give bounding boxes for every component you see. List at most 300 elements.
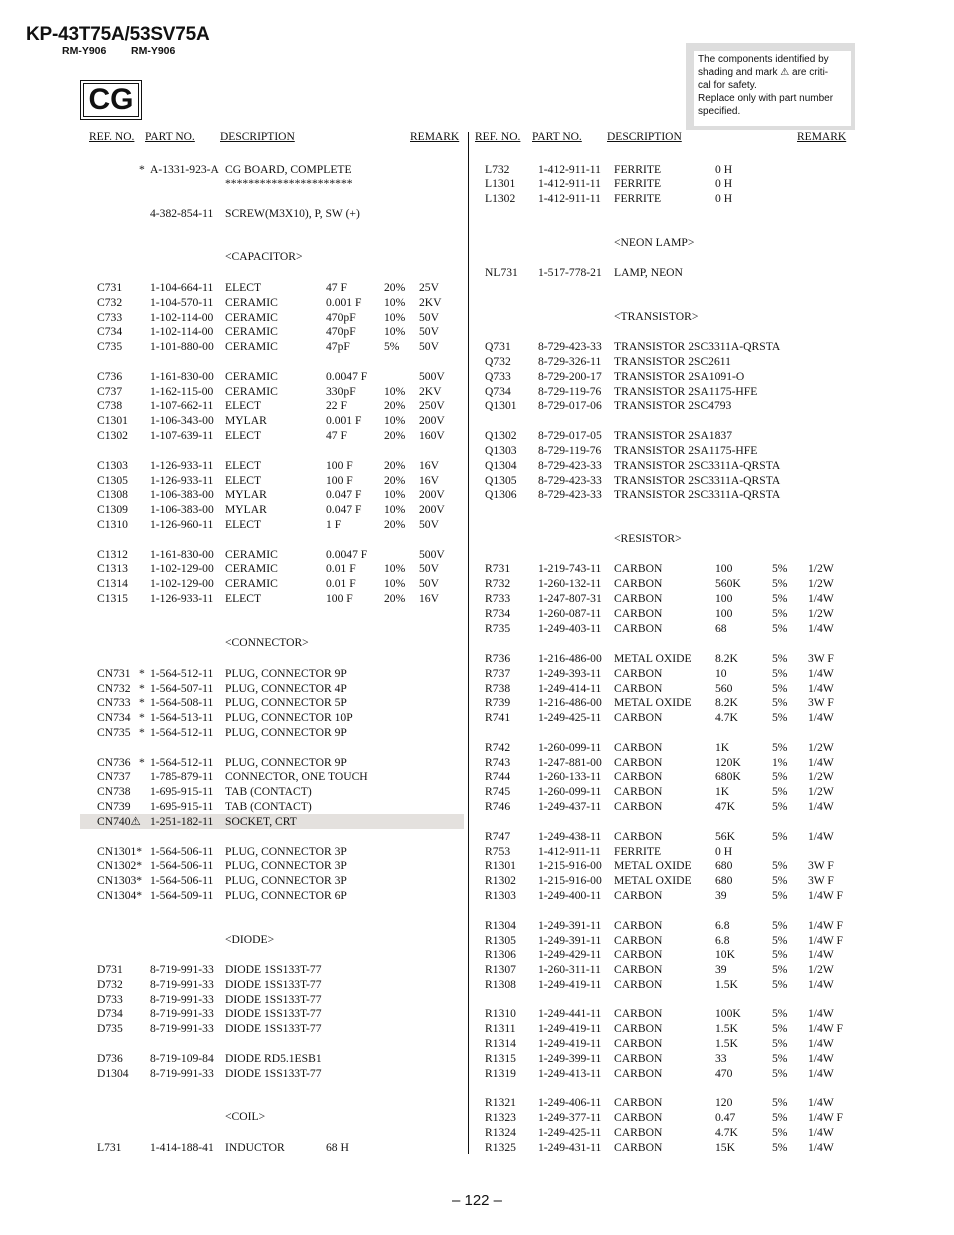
ref-no: D731 xyxy=(97,963,123,976)
value: 560 xyxy=(715,682,733,695)
description: CARBON xyxy=(614,667,663,680)
part-row xyxy=(80,591,464,606)
ref-no: R733 xyxy=(485,592,511,605)
part-row xyxy=(475,1021,855,1036)
part-no: 1-219-743-11 xyxy=(538,562,602,575)
left-col-part-header: PART NO. xyxy=(145,131,195,143)
part-no: 1-249-419-11 xyxy=(538,1037,602,1050)
part-no: 1-249-414-11 xyxy=(538,682,602,695)
tolerance: 20% xyxy=(384,474,406,487)
ref-no: Q1302 xyxy=(485,429,517,442)
rating: 1/4W xyxy=(808,682,834,695)
ref-no: R731 xyxy=(485,562,511,575)
ref-no: R1319 xyxy=(485,1067,516,1080)
part-row xyxy=(475,1110,855,1125)
part-no: 8-729-423-33 xyxy=(538,459,602,472)
ref-no: D734 xyxy=(97,1007,123,1020)
part-no: 8-729-119-76 xyxy=(538,444,602,457)
ref-no: Q1306 xyxy=(485,488,517,501)
ref-no: R747 xyxy=(485,830,511,843)
ref-no: R1303 xyxy=(485,889,516,902)
left-col-remark-header: REMARK xyxy=(410,131,460,143)
ref-no: D732 xyxy=(97,978,123,991)
tolerance: 10% xyxy=(384,562,406,575)
part-row xyxy=(80,858,464,873)
description: DIODE 1SS133T-77 xyxy=(225,993,322,1006)
value: 0 H xyxy=(715,845,733,858)
rating: 1/4W xyxy=(808,711,834,724)
description: CARBON xyxy=(614,963,663,976)
part-no: 1-104-570-11 xyxy=(150,296,214,309)
part-no: 1-161-830-00 xyxy=(150,548,214,561)
part-row xyxy=(80,384,464,399)
ref-no: D733 xyxy=(97,993,123,1006)
value: 8.2K xyxy=(715,652,738,665)
rating: 160V xyxy=(419,429,445,442)
part-row xyxy=(475,858,855,873)
part-no: 1-564-512-11 xyxy=(150,756,214,769)
description: CERAMIC xyxy=(225,370,278,383)
tolerance: 5% xyxy=(384,340,400,353)
part-no: 8-719-991-33 xyxy=(150,963,214,976)
description: FERRITE xyxy=(614,192,662,205)
part-no: 1-161-830-00 xyxy=(150,370,214,383)
part-row xyxy=(475,561,855,576)
value: 0 H xyxy=(715,192,733,205)
ref-no: R743 xyxy=(485,756,511,769)
tolerance: 5% xyxy=(772,1096,788,1109)
part-row xyxy=(475,1095,855,1110)
description: LAMP, NEON xyxy=(614,266,683,279)
part-row xyxy=(80,681,464,696)
part-row xyxy=(80,1066,464,1081)
rating: 50V xyxy=(419,562,439,575)
ref-no: Q731 xyxy=(485,340,511,353)
description: MYLAR xyxy=(225,503,267,516)
part-no: 1-260-133-11 xyxy=(538,770,602,783)
part-no: 1-162-115-00 xyxy=(150,385,214,398)
part-no: 1-215-916-00 xyxy=(538,874,602,887)
value: 0.01 F xyxy=(326,562,356,575)
part-row xyxy=(80,162,464,177)
ref-no: C737 xyxy=(97,385,123,398)
ref-no: R735 xyxy=(485,622,511,635)
ref-no: Q734 xyxy=(485,385,511,398)
tolerance: 5% xyxy=(772,1067,788,1080)
tolerance: 5% xyxy=(772,696,788,709)
part-no: 1-247-881-00 xyxy=(538,756,602,769)
ref-no: L1301 xyxy=(485,177,516,190)
part-row xyxy=(80,517,464,532)
value: 6.8 xyxy=(715,919,730,932)
value: 1K xyxy=(715,741,730,754)
part-row xyxy=(80,487,464,502)
ref-no: D1304 xyxy=(97,1067,129,1080)
ref-no: C1314 xyxy=(97,577,128,590)
ref-no: CN1302* xyxy=(97,859,143,872)
part-row xyxy=(80,992,464,1007)
value: 39 xyxy=(715,963,727,976)
description: CARBON xyxy=(614,948,663,961)
description: ELECT xyxy=(225,459,262,472)
description: SOCKET, CRT xyxy=(225,815,297,828)
description: CERAMIC xyxy=(225,562,278,575)
value: 100 F xyxy=(326,592,353,605)
ref-no: R753 xyxy=(485,845,511,858)
tolerance: 5% xyxy=(772,948,788,961)
ref-no: C733 xyxy=(97,311,123,324)
section-heading: <CONNECTOR> xyxy=(225,636,309,649)
part-no: 1-564-512-11 xyxy=(150,667,214,680)
part-no: 1-102-129-00 xyxy=(150,562,214,575)
safety-star: * xyxy=(139,726,145,739)
description: DIODE 1SS133T-77 xyxy=(225,1067,322,1080)
right-col-part-header: PART NO. xyxy=(532,131,582,143)
description: FERRITE xyxy=(614,845,662,858)
tolerance: 10% xyxy=(384,503,406,516)
part-row xyxy=(475,888,855,903)
part-no: 1-249-391-11 xyxy=(538,919,602,932)
part-no: 1-695-915-11 xyxy=(150,800,214,813)
tolerance: 5% xyxy=(772,978,788,991)
ref-no: R1321 xyxy=(485,1096,516,1109)
description: TRANSISTOR 2SA1091-O xyxy=(614,370,745,383)
part-no: 8-719-991-33 xyxy=(150,993,214,1006)
part-row xyxy=(80,784,464,799)
rating: 1/4W xyxy=(808,592,834,605)
safety-star: * xyxy=(139,667,145,680)
rating: 16V xyxy=(419,592,439,605)
ref-no: C734 xyxy=(97,325,123,338)
tolerance: 10% xyxy=(384,325,406,338)
rating: 500V xyxy=(419,548,445,561)
part-row xyxy=(475,1125,855,1140)
value: 100 xyxy=(715,592,733,605)
description: TRANSISTOR 2SC3311A-QRSTA xyxy=(614,340,781,353)
ref-no: R1323 xyxy=(485,1111,516,1124)
part-no: 1-564-506-11 xyxy=(150,845,214,858)
description: CERAMIC xyxy=(225,385,278,398)
rating: 1/4W F xyxy=(808,1022,843,1035)
tolerance: 1% xyxy=(772,756,788,769)
part-row xyxy=(80,206,464,221)
ref-no: C1310 xyxy=(97,518,128,531)
value: 0.001 F xyxy=(326,414,362,427)
rating: 1/4W xyxy=(808,830,834,843)
tolerance: 5% xyxy=(772,667,788,680)
part-no: 1-249-406-11 xyxy=(538,1096,602,1109)
part-row xyxy=(475,918,855,933)
rating: 1/4W F xyxy=(808,919,843,932)
description: TAB (CONTACT) xyxy=(225,785,312,798)
value: 0.0047 F xyxy=(326,370,368,383)
tolerance: 5% xyxy=(772,1141,788,1154)
part-no: 1-106-383-00 xyxy=(150,503,214,516)
ref-no: R734 xyxy=(485,607,511,620)
column-divider xyxy=(468,132,469,1154)
ref-no: R737 xyxy=(485,667,511,680)
part-no: 1-785-879-11 xyxy=(150,770,214,783)
ref-no: C1313 xyxy=(97,562,128,575)
ref-no: R1314 xyxy=(485,1037,516,1050)
rating: 1/4W xyxy=(808,1141,834,1154)
safety-star: * xyxy=(139,696,145,709)
description: PLUG, CONNECTOR 9P xyxy=(225,726,347,739)
tolerance: 5% xyxy=(772,1052,788,1065)
rating: 1/4W xyxy=(808,1007,834,1020)
description: CG BOARD, COMPLETE xyxy=(225,163,352,176)
value: 8.2K xyxy=(715,696,738,709)
section-heading: <DIODE> xyxy=(225,933,275,946)
tolerance: 5% xyxy=(772,785,788,798)
part-no: 1-126-933-11 xyxy=(150,592,214,605)
rating: 50V xyxy=(419,577,439,590)
value: 0.047 F xyxy=(326,503,362,516)
part-row xyxy=(475,651,855,666)
part-row xyxy=(80,844,464,859)
part-row xyxy=(80,1006,464,1021)
value: 4.7K xyxy=(715,1126,738,1139)
ref-no: R732 xyxy=(485,577,511,590)
tolerance: 10% xyxy=(384,414,406,427)
ref-no: R1306 xyxy=(485,948,516,961)
part-no: 1-104-664-11 xyxy=(150,281,214,294)
rating: 1/4W xyxy=(808,948,834,961)
part-row xyxy=(475,769,855,784)
safety-note-line: The components identified by xyxy=(698,54,829,65)
part-row xyxy=(475,695,855,710)
ref-no: C736 xyxy=(97,370,123,383)
tolerance: 20% xyxy=(384,281,406,294)
part-row xyxy=(475,428,855,443)
description: CONNECTOR, ONE TOUCH xyxy=(225,770,368,783)
value: 100 xyxy=(715,607,733,620)
value: 470pF xyxy=(326,311,356,324)
part-no: 8-729-423-33 xyxy=(538,488,602,501)
section-heading: <TRANSISTOR> xyxy=(614,310,699,323)
value: 680 xyxy=(715,874,733,887)
description: CARBON xyxy=(614,622,663,635)
part-row xyxy=(80,310,464,325)
description: PLUG, CONNECTOR 9P xyxy=(225,756,347,769)
value: 10 xyxy=(715,667,727,680)
description: PLUG, CONNECTOR 3P xyxy=(225,845,347,858)
part-row xyxy=(475,977,855,992)
tolerance: 10% xyxy=(384,296,406,309)
part-no: 1-126-960-11 xyxy=(150,518,214,531)
rating: 3W F xyxy=(808,696,834,709)
ref-no: CN740⚠ xyxy=(97,815,141,828)
part-row xyxy=(475,354,855,369)
value: 100 F xyxy=(326,459,353,472)
rating: 50V xyxy=(419,518,439,531)
tolerance: 5% xyxy=(772,830,788,843)
part-no: 1-412-911-11 xyxy=(538,845,601,858)
description: PLUG, CONNECTOR 3P xyxy=(225,874,347,887)
description: METAL OXIDE xyxy=(614,696,692,709)
tolerance: 5% xyxy=(772,889,788,902)
part-row xyxy=(475,681,855,696)
value: 680 xyxy=(715,859,733,872)
ref-no: CN731 xyxy=(97,667,131,680)
ref-no: R1305 xyxy=(485,934,516,947)
part-no: 1-517-778-21 xyxy=(538,266,602,279)
part-no: 8-719-991-33 xyxy=(150,1022,214,1035)
value: 47 F xyxy=(326,281,347,294)
part-no: 1-695-915-11 xyxy=(150,785,214,798)
description: TRANSISTOR 2SA1837 xyxy=(614,429,732,442)
description: INDUCTOR xyxy=(225,1141,285,1154)
ref-no: Q733 xyxy=(485,370,511,383)
part-no: 1-106-343-00 xyxy=(150,414,214,427)
ref-no: C732 xyxy=(97,296,123,309)
description: ELECT xyxy=(225,592,262,605)
part-no: 1-249-399-11 xyxy=(538,1052,602,1065)
part-row xyxy=(80,339,464,354)
rating: 1/2W xyxy=(808,770,834,783)
part-no: 1-260-099-11 xyxy=(538,741,602,754)
description: TRANSISTOR 2SC3311A-QRSTA xyxy=(614,459,781,472)
rating: 1/2W xyxy=(808,785,834,798)
tolerance: 20% xyxy=(384,399,406,412)
part-no: 1-249-441-11 xyxy=(538,1007,602,1020)
part-no: 1-107-662-11 xyxy=(150,399,214,412)
ref-no: CN735 xyxy=(97,726,131,739)
part-row xyxy=(475,1140,855,1155)
part-no: 1-106-383-00 xyxy=(150,488,214,501)
section-heading: <CAPACITOR> xyxy=(225,250,303,263)
description: CARBON xyxy=(614,1067,663,1080)
value: 33 xyxy=(715,1052,727,1065)
value: 10K xyxy=(715,948,735,961)
ref-no: CN733 xyxy=(97,696,131,709)
rating: 1/2W xyxy=(808,562,834,575)
value: 47pF xyxy=(326,340,350,353)
part-row xyxy=(475,1066,855,1081)
value: 1.5K xyxy=(715,978,738,991)
tolerance: 5% xyxy=(772,1126,788,1139)
value: 1.5K xyxy=(715,1037,738,1050)
part-row xyxy=(475,1036,855,1051)
ref-no: CN739 xyxy=(97,800,131,813)
rating: 16V xyxy=(419,474,439,487)
part-row xyxy=(475,666,855,681)
part-row xyxy=(475,369,855,384)
part-no: 8-729-119-76 xyxy=(538,385,602,398)
ref-no: C1309 xyxy=(97,503,128,516)
tolerance: 5% xyxy=(772,800,788,813)
ref-no: Q732 xyxy=(485,355,511,368)
value: 4.7K xyxy=(715,711,738,724)
part-row xyxy=(475,265,855,280)
rating: 3W F xyxy=(808,652,834,665)
rating: 50V xyxy=(419,340,439,353)
value: 6.8 xyxy=(715,934,730,947)
value: 0.0047 F xyxy=(326,548,368,561)
description: TRANSISTOR 2SC3311A-QRSTA xyxy=(614,488,781,501)
description: CERAMIC xyxy=(225,296,278,309)
value: 330pF xyxy=(326,385,356,398)
part-no: 1-126-933-11 xyxy=(150,474,214,487)
part-row xyxy=(475,755,855,770)
description: METAL OXIDE xyxy=(614,874,692,887)
part-row xyxy=(80,176,464,191)
rating: 250V xyxy=(419,399,445,412)
value: 1 F xyxy=(326,518,342,531)
part-row xyxy=(475,591,855,606)
part-row xyxy=(80,413,464,428)
ref-no: R741 xyxy=(485,711,511,724)
part-no: 1-249-377-11 xyxy=(538,1111,602,1124)
part-row xyxy=(80,1021,464,1036)
rating: 1/4W xyxy=(808,1096,834,1109)
value: 68 H xyxy=(326,1141,349,1154)
tolerance: 5% xyxy=(772,919,788,932)
description: DIODE RD5.1ESB1 xyxy=(225,1052,322,1065)
ref-no: D736 xyxy=(97,1052,123,1065)
part-no: 1-564-507-11 xyxy=(150,682,214,695)
ref-no: Q1304 xyxy=(485,459,517,472)
part-no: 1-249-403-11 xyxy=(538,622,602,635)
ref-no: R746 xyxy=(485,800,511,813)
rating: 1/4W xyxy=(808,622,834,635)
rating: 50V xyxy=(419,325,439,338)
part-no: 1-260-311-11 xyxy=(538,963,601,976)
tolerance: 10% xyxy=(384,577,406,590)
part-no: 1-564-513-11 xyxy=(150,711,214,724)
part-no: 1-107-639-11 xyxy=(150,429,214,442)
description: PLUG, CONNECTOR 4P xyxy=(225,682,347,695)
description: FERRITE xyxy=(614,163,662,176)
ref-no: C1312 xyxy=(97,548,128,561)
safety-note-text xyxy=(694,51,851,126)
description: CARBON xyxy=(614,562,663,575)
value: 0.001 F xyxy=(326,296,362,309)
part-row xyxy=(475,162,855,177)
value: 680K xyxy=(715,770,741,783)
part-no: 1-260-087-11 xyxy=(538,607,602,620)
safety-note-box xyxy=(686,43,855,130)
safety-note-line: specified. xyxy=(698,106,741,117)
rating: 200V xyxy=(419,488,445,501)
part-row xyxy=(475,576,855,591)
tolerance: 5% xyxy=(772,577,788,590)
ref-no: R1307 xyxy=(485,963,516,976)
description: CARBON xyxy=(614,1126,663,1139)
part-row xyxy=(475,176,855,191)
rating: 2KV xyxy=(419,385,442,398)
part-row xyxy=(475,191,855,206)
rating: 1/4W xyxy=(808,1126,834,1139)
description: TRANSISTOR 2SA1175-HFE xyxy=(614,444,758,457)
right-col-desc-header: DESCRIPTION xyxy=(607,131,682,143)
description: SCREW(M3X10), P, SW (+) xyxy=(225,207,360,220)
ref-no: L1302 xyxy=(485,192,516,205)
part-no: 8-729-017-06 xyxy=(538,399,602,412)
part-row xyxy=(80,755,464,770)
description: CARBON xyxy=(614,682,663,695)
part-row xyxy=(80,977,464,992)
tolerance: 5% xyxy=(772,741,788,754)
part-no: 1-249-425-11 xyxy=(538,1126,602,1139)
part-row xyxy=(475,873,855,888)
ref-no: CN1301* xyxy=(97,845,143,858)
description: ELECT xyxy=(225,399,262,412)
part-no: 1-102-114-00 xyxy=(150,325,214,338)
description: CARBON xyxy=(614,592,663,605)
value: 15K xyxy=(715,1141,735,1154)
description: ELECT xyxy=(225,281,262,294)
